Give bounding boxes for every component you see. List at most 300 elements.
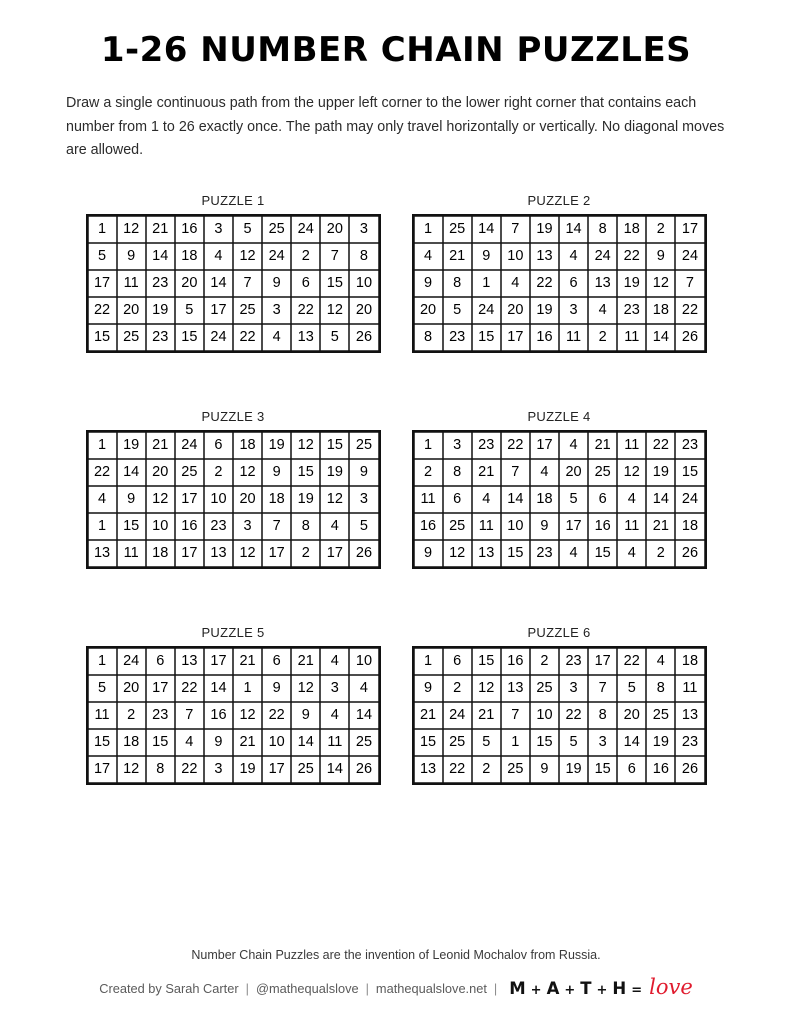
grid-cell[interactable]: 24 <box>443 702 472 729</box>
grid-cell[interactable]: 26 <box>349 540 378 567</box>
grid-cell[interactable]: 5 <box>175 297 204 324</box>
grid-cell[interactable]: 10 <box>204 486 233 513</box>
grid-cell[interactable]: 17 <box>175 540 204 567</box>
grid-cell[interactable]: 23 <box>204 513 233 540</box>
grid-cell[interactable]: 5 <box>88 675 117 702</box>
grid-cell[interactable]: 9 <box>414 270 443 297</box>
grid-cell[interactable]: 2 <box>646 540 675 567</box>
grid-cell[interactable]: 18 <box>675 513 704 540</box>
grid-cell[interactable]: 19 <box>559 756 588 783</box>
grid-cell[interactable]: 13 <box>588 270 617 297</box>
grid-cell[interactable]: 4 <box>320 702 349 729</box>
grid-cell[interactable]: 12 <box>233 243 262 270</box>
grid-cell[interactable]: 9 <box>414 675 443 702</box>
grid-cell[interactable]: 26 <box>349 756 378 783</box>
grid-cell[interactable]: 12 <box>646 270 675 297</box>
grid-cell[interactable]: 14 <box>646 486 675 513</box>
grid-cell[interactable]: 18 <box>175 243 204 270</box>
grid-cell[interactable]: 12 <box>117 756 146 783</box>
grid-cell[interactable]: 10 <box>349 270 378 297</box>
grid-cell[interactable]: 17 <box>88 270 117 297</box>
grid-cell[interactable]: 14 <box>204 270 233 297</box>
grid-cell[interactable]: 17 <box>146 675 175 702</box>
grid-cell[interactable]: 22 <box>233 324 262 351</box>
grid-cell[interactable]: 24 <box>675 486 704 513</box>
grid-cell[interactable]: 22 <box>175 675 204 702</box>
grid-cell[interactable]: 15 <box>146 729 175 756</box>
grid-cell[interactable]: 25 <box>530 675 559 702</box>
grid-cell[interactable]: 17 <box>530 432 559 459</box>
grid-cell[interactable]: 12 <box>233 459 262 486</box>
grid-cell[interactable]: 19 <box>530 297 559 324</box>
grid-cell[interactable]: 21 <box>472 702 501 729</box>
grid-cell[interactable]: 17 <box>262 540 291 567</box>
grid-cell[interactable]: 14 <box>559 216 588 243</box>
grid-cell[interactable]: 22 <box>617 243 646 270</box>
grid-cell[interactable]: 20 <box>146 459 175 486</box>
grid-cell[interactable]: 11 <box>559 324 588 351</box>
grid-cell[interactable]: 15 <box>530 729 559 756</box>
grid-cell[interactable]: 11 <box>675 675 704 702</box>
grid-cell[interactable]: 18 <box>117 729 146 756</box>
grid-cell[interactable]: 14 <box>146 243 175 270</box>
grid-cell[interactable]: 8 <box>588 216 617 243</box>
grid-cell[interactable]: 6 <box>204 432 233 459</box>
grid-cell[interactable]: 19 <box>646 729 675 756</box>
grid-cell[interactable]: 16 <box>501 648 530 675</box>
grid-cell[interactable]: 8 <box>443 270 472 297</box>
grid-cell[interactable]: 4 <box>617 540 646 567</box>
grid-cell[interactable]: 25 <box>117 324 146 351</box>
grid-cell[interactable]: 2 <box>588 324 617 351</box>
grid-cell[interactable]: 15 <box>88 324 117 351</box>
grid-cell[interactable]: 25 <box>175 459 204 486</box>
grid-cell[interactable]: 19 <box>117 432 146 459</box>
grid-cell[interactable]: 17 <box>204 648 233 675</box>
grid-cell[interactable]: 1 <box>501 729 530 756</box>
grid-cell[interactable]: 6 <box>262 648 291 675</box>
grid-cell[interactable]: 12 <box>291 432 320 459</box>
grid-cell[interactable]: 20 <box>320 216 349 243</box>
grid-cell[interactable]: 18 <box>146 540 175 567</box>
grid-cell[interactable]: 18 <box>233 432 262 459</box>
grid-cell[interactable]: 25 <box>443 513 472 540</box>
grid-cell[interactable]: 18 <box>262 486 291 513</box>
grid-cell[interactable]: 16 <box>588 513 617 540</box>
grid-cell[interactable]: 11 <box>117 540 146 567</box>
grid-cell[interactable]: 8 <box>414 324 443 351</box>
grid-cell[interactable]: 4 <box>559 243 588 270</box>
grid-cell[interactable]: 17 <box>559 513 588 540</box>
grid-cell[interactable]: 22 <box>443 756 472 783</box>
grid-cell[interactable]: 24 <box>675 243 704 270</box>
grid-cell[interactable]: 2 <box>530 648 559 675</box>
grid-cell[interactable]: 25 <box>443 216 472 243</box>
grid-cell[interactable]: 23 <box>146 702 175 729</box>
grid-cell[interactable]: 17 <box>675 216 704 243</box>
grid-cell[interactable]: 16 <box>175 513 204 540</box>
grid-cell[interactable]: 6 <box>146 648 175 675</box>
grid-cell[interactable]: 7 <box>501 459 530 486</box>
grid-cell[interactable]: 26 <box>675 756 704 783</box>
grid-cell[interactable]: 25 <box>646 702 675 729</box>
grid-cell[interactable]: 3 <box>262 297 291 324</box>
grid-cell[interactable]: 9 <box>117 486 146 513</box>
grid-cell[interactable]: 3 <box>204 756 233 783</box>
grid-cell[interactable]: 20 <box>617 702 646 729</box>
grid-cell[interactable]: 25 <box>588 459 617 486</box>
grid-cell[interactable]: 2 <box>117 702 146 729</box>
grid-cell[interactable]: 16 <box>530 324 559 351</box>
grid-cell[interactable]: 25 <box>501 756 530 783</box>
grid-cell[interactable]: 21 <box>472 459 501 486</box>
grid-cell[interactable]: 16 <box>414 513 443 540</box>
grid-cell[interactable]: 21 <box>646 513 675 540</box>
grid-cell[interactable]: 9 <box>291 702 320 729</box>
grid-cell[interactable]: 8 <box>146 756 175 783</box>
grid-cell[interactable]: 22 <box>617 648 646 675</box>
grid-cell[interactable]: 20 <box>233 486 262 513</box>
grid-cell[interactable]: 17 <box>588 648 617 675</box>
grid-cell[interactable]: 25 <box>291 756 320 783</box>
grid-cell[interactable]: 12 <box>320 486 349 513</box>
grid-cell[interactable]: 13 <box>88 540 117 567</box>
grid-cell[interactable]: 23 <box>472 432 501 459</box>
grid-cell[interactable]: 5 <box>320 324 349 351</box>
grid-cell[interactable]: 25 <box>233 297 262 324</box>
grid-cell[interactable]: 2 <box>443 675 472 702</box>
grid-cell[interactable]: 2 <box>646 216 675 243</box>
grid-cell[interactable]: 10 <box>349 648 378 675</box>
grid-cell[interactable]: 4 <box>204 243 233 270</box>
grid-cell[interactable]: 23 <box>675 729 704 756</box>
grid-cell[interactable]: 16 <box>646 756 675 783</box>
grid-cell[interactable]: 10 <box>501 243 530 270</box>
grid-cell[interactable]: 4 <box>559 540 588 567</box>
grid-cell[interactable]: 3 <box>559 675 588 702</box>
grid-cell[interactable]: 10 <box>262 729 291 756</box>
grid-cell[interactable]: 9 <box>349 459 378 486</box>
grid-cell[interactable]: 12 <box>472 675 501 702</box>
grid-cell[interactable]: 11 <box>88 702 117 729</box>
grid-cell[interactable]: 10 <box>501 513 530 540</box>
grid-cell[interactable]: 13 <box>530 243 559 270</box>
grid-cell[interactable]: 2 <box>291 243 320 270</box>
grid-cell[interactable]: 9 <box>117 243 146 270</box>
grid-cell[interactable]: 20 <box>414 297 443 324</box>
grid-cell[interactable]: 8 <box>646 675 675 702</box>
grid-cell[interactable]: 16 <box>204 702 233 729</box>
grid-cell[interactable]: 5 <box>233 216 262 243</box>
grid-cell[interactable]: 7 <box>262 513 291 540</box>
grid-cell[interactable]: 4 <box>646 648 675 675</box>
grid-cell[interactable]: 17 <box>262 756 291 783</box>
grid-cell[interactable]: 7 <box>233 270 262 297</box>
grid-cell[interactable]: 25 <box>349 729 378 756</box>
grid-cell[interactable]: 4 <box>262 324 291 351</box>
grid-cell[interactable]: 11 <box>617 432 646 459</box>
grid-cell[interactable]: 12 <box>233 540 262 567</box>
grid-cell[interactable]: 17 <box>204 297 233 324</box>
grid-cell[interactable]: 22 <box>88 297 117 324</box>
grid-cell[interactable]: 24 <box>291 216 320 243</box>
grid-cell[interactable]: 3 <box>559 297 588 324</box>
grid-cell[interactable]: 4 <box>88 486 117 513</box>
grid-cell[interactable]: 21 <box>146 216 175 243</box>
grid-cell[interactable]: 1 <box>233 675 262 702</box>
grid-cell[interactable]: 4 <box>320 648 349 675</box>
grid-cell[interactable]: 23 <box>617 297 646 324</box>
grid-cell[interactable]: 14 <box>291 729 320 756</box>
grid-cell[interactable]: 13 <box>472 540 501 567</box>
grid-cell[interactable]: 12 <box>617 459 646 486</box>
grid-cell[interactable]: 22 <box>530 270 559 297</box>
grid-cell[interactable]: 12 <box>117 216 146 243</box>
grid-cell[interactable]: 22 <box>501 432 530 459</box>
grid-cell[interactable]: 23 <box>443 324 472 351</box>
grid-cell[interactable]: 13 <box>291 324 320 351</box>
grid-cell[interactable]: 5 <box>472 729 501 756</box>
grid-cell[interactable]: 9 <box>530 756 559 783</box>
grid-cell[interactable]: 11 <box>617 513 646 540</box>
grid-cell[interactable]: 12 <box>233 702 262 729</box>
grid-cell[interactable]: 1 <box>414 432 443 459</box>
grid-cell[interactable]: 6 <box>559 270 588 297</box>
grid-cell[interactable]: 11 <box>117 270 146 297</box>
grid-cell[interactable]: 15 <box>472 648 501 675</box>
grid-cell[interactable]: 15 <box>472 324 501 351</box>
grid-cell[interactable]: 4 <box>414 243 443 270</box>
grid-cell[interactable]: 9 <box>262 270 291 297</box>
grid-cell[interactable]: 21 <box>443 243 472 270</box>
grid-cell[interactable]: 1 <box>88 648 117 675</box>
grid-cell[interactable]: 17 <box>88 756 117 783</box>
grid-cell[interactable]: 14 <box>204 675 233 702</box>
grid-cell[interactable]: 3 <box>349 486 378 513</box>
grid-cell[interactable]: 18 <box>617 216 646 243</box>
grid-cell[interactable]: 6 <box>443 648 472 675</box>
grid-cell[interactable]: 6 <box>617 756 646 783</box>
grid-cell[interactable]: 15 <box>320 432 349 459</box>
grid-cell[interactable]: 2 <box>291 540 320 567</box>
grid-cell[interactable]: 22 <box>675 297 704 324</box>
grid-cell[interactable]: 14 <box>501 486 530 513</box>
grid-cell[interactable]: 14 <box>617 729 646 756</box>
grid-cell[interactable]: 25 <box>349 432 378 459</box>
grid-cell[interactable]: 18 <box>675 648 704 675</box>
grid-cell[interactable]: 19 <box>262 432 291 459</box>
puzzle-5-grid[interactable] <box>86 646 381 785</box>
grid-cell[interactable]: 1 <box>472 270 501 297</box>
grid-cell[interactable]: 25 <box>262 216 291 243</box>
grid-cell[interactable]: 9 <box>472 243 501 270</box>
grid-cell[interactable]: 24 <box>204 324 233 351</box>
grid-cell[interactable]: 3 <box>320 675 349 702</box>
grid-cell[interactable]: 19 <box>320 459 349 486</box>
grid-cell[interactable]: 24 <box>175 432 204 459</box>
grid-cell[interactable]: 26 <box>349 324 378 351</box>
grid-cell[interactable]: 26 <box>675 540 704 567</box>
grid-cell[interactable]: 2 <box>414 459 443 486</box>
grid-cell[interactable]: 12 <box>146 486 175 513</box>
grid-cell[interactable]: 19 <box>146 297 175 324</box>
grid-cell[interactable]: 9 <box>530 513 559 540</box>
grid-cell[interactable]: 9 <box>646 243 675 270</box>
grid-cell[interactable]: 14 <box>646 324 675 351</box>
grid-cell[interactable]: 20 <box>117 675 146 702</box>
grid-cell[interactable]: 19 <box>291 486 320 513</box>
grid-cell[interactable]: 6 <box>443 486 472 513</box>
grid-cell[interactable]: 11 <box>617 324 646 351</box>
grid-cell[interactable]: 13 <box>414 756 443 783</box>
grid-cell[interactable]: 13 <box>501 675 530 702</box>
grid-cell[interactable]: 25 <box>443 729 472 756</box>
grid-cell[interactable]: 2 <box>472 756 501 783</box>
puzzle-3-grid[interactable] <box>86 430 381 569</box>
grid-cell[interactable]: 7 <box>501 216 530 243</box>
grid-cell[interactable]: 3 <box>349 216 378 243</box>
grid-cell[interactable]: 4 <box>320 513 349 540</box>
grid-cell[interactable]: 15 <box>320 270 349 297</box>
grid-cell[interactable]: 21 <box>233 729 262 756</box>
grid-cell[interactable]: 7 <box>175 702 204 729</box>
grid-cell[interactable]: 3 <box>443 432 472 459</box>
grid-cell[interactable]: 12 <box>443 540 472 567</box>
grid-cell[interactable]: 15 <box>414 729 443 756</box>
grid-cell[interactable]: 3 <box>233 513 262 540</box>
grid-cell[interactable]: 12 <box>291 675 320 702</box>
grid-cell[interactable]: 8 <box>291 513 320 540</box>
grid-cell[interactable]: 4 <box>530 459 559 486</box>
grid-cell[interactable]: 5 <box>617 675 646 702</box>
grid-cell[interactable]: 22 <box>88 459 117 486</box>
grid-cell[interactable]: 4 <box>559 432 588 459</box>
grid-cell[interactable]: 20 <box>117 297 146 324</box>
grid-cell[interactable]: 22 <box>646 432 675 459</box>
puzzle-1-grid[interactable] <box>86 214 381 353</box>
grid-cell[interactable]: 19 <box>530 216 559 243</box>
grid-cell[interactable]: 15 <box>175 324 204 351</box>
grid-cell[interactable]: 1 <box>414 216 443 243</box>
grid-cell[interactable]: 8 <box>443 459 472 486</box>
grid-cell[interactable]: 22 <box>559 702 588 729</box>
grid-cell[interactable]: 23 <box>530 540 559 567</box>
grid-cell[interactable]: 17 <box>175 486 204 513</box>
grid-cell[interactable]: 4 <box>617 486 646 513</box>
grid-cell[interactable]: 9 <box>414 540 443 567</box>
grid-cell[interactable]: 15 <box>501 540 530 567</box>
grid-cell[interactable]: 6 <box>588 486 617 513</box>
grid-cell[interactable]: 4 <box>472 486 501 513</box>
grid-cell[interactable]: 2 <box>204 459 233 486</box>
grid-cell[interactable]: 11 <box>472 513 501 540</box>
grid-cell[interactable]: 15 <box>291 459 320 486</box>
grid-cell[interactable]: 7 <box>588 675 617 702</box>
grid-cell[interactable]: 18 <box>530 486 559 513</box>
grid-cell[interactable]: 19 <box>617 270 646 297</box>
grid-cell[interactable]: 4 <box>349 675 378 702</box>
grid-cell[interactable]: 5 <box>559 486 588 513</box>
grid-cell[interactable]: 16 <box>175 216 204 243</box>
grid-cell[interactable]: 15 <box>588 756 617 783</box>
grid-cell[interactable]: 1 <box>414 648 443 675</box>
grid-cell[interactable]: 20 <box>349 297 378 324</box>
grid-cell[interactable]: 5 <box>443 297 472 324</box>
grid-cell[interactable]: 5 <box>559 729 588 756</box>
grid-cell[interactable]: 10 <box>146 513 175 540</box>
grid-cell[interactable]: 15 <box>88 729 117 756</box>
puzzle-4-grid[interactable] <box>412 430 707 569</box>
puzzle-6-grid[interactable] <box>412 646 707 785</box>
grid-cell[interactable]: 7 <box>501 702 530 729</box>
grid-cell[interactable]: 15 <box>588 540 617 567</box>
grid-cell[interactable]: 3 <box>204 216 233 243</box>
grid-cell[interactable]: 17 <box>501 324 530 351</box>
grid-cell[interactable]: 19 <box>646 459 675 486</box>
grid-cell[interactable]: 13 <box>175 648 204 675</box>
grid-cell[interactable]: 23 <box>146 270 175 297</box>
grid-cell[interactable]: 23 <box>146 324 175 351</box>
grid-cell[interactable]: 18 <box>646 297 675 324</box>
grid-cell[interactable]: 4 <box>501 270 530 297</box>
grid-cell[interactable]: 7 <box>675 270 704 297</box>
grid-cell[interactable]: 19 <box>233 756 262 783</box>
grid-cell[interactable]: 9 <box>204 729 233 756</box>
grid-cell[interactable]: 14 <box>117 459 146 486</box>
grid-cell[interactable]: 4 <box>175 729 204 756</box>
grid-cell[interactable]: 4 <box>588 297 617 324</box>
grid-cell[interactable]: 22 <box>291 297 320 324</box>
grid-cell[interactable]: 11 <box>320 729 349 756</box>
grid-cell[interactable]: 24 <box>472 297 501 324</box>
grid-cell[interactable]: 23 <box>675 432 704 459</box>
grid-cell[interactable]: 15 <box>675 459 704 486</box>
grid-cell[interactable]: 20 <box>501 297 530 324</box>
grid-cell[interactable]: 7 <box>320 243 349 270</box>
grid-cell[interactable]: 14 <box>349 702 378 729</box>
grid-cell[interactable]: 20 <box>175 270 204 297</box>
grid-cell[interactable]: 1 <box>88 513 117 540</box>
grid-cell[interactable]: 21 <box>233 648 262 675</box>
grid-cell[interactable]: 1 <box>88 216 117 243</box>
grid-cell[interactable]: 3 <box>588 729 617 756</box>
grid-cell[interactable]: 9 <box>262 459 291 486</box>
grid-cell[interactable]: 8 <box>349 243 378 270</box>
grid-cell[interactable]: 8 <box>588 702 617 729</box>
puzzle-2-grid[interactable] <box>412 214 707 353</box>
grid-cell[interactable]: 1 <box>88 432 117 459</box>
grid-cell[interactable]: 22 <box>175 756 204 783</box>
grid-cell[interactable]: 20 <box>559 459 588 486</box>
grid-cell[interactable]: 10 <box>530 702 559 729</box>
grid-cell[interactable]: 21 <box>414 702 443 729</box>
grid-cell[interactable]: 12 <box>320 297 349 324</box>
grid-cell[interactable]: 24 <box>588 243 617 270</box>
grid-cell[interactable]: 22 <box>262 702 291 729</box>
grid-cell[interactable]: 5 <box>349 513 378 540</box>
grid-cell[interactable]: 14 <box>320 756 349 783</box>
grid-cell[interactable]: 9 <box>262 675 291 702</box>
grid-cell[interactable]: 24 <box>262 243 291 270</box>
grid-cell[interactable]: 21 <box>146 432 175 459</box>
grid-cell[interactable]: 21 <box>291 648 320 675</box>
grid-cell[interactable]: 13 <box>204 540 233 567</box>
grid-cell[interactable]: 14 <box>472 216 501 243</box>
grid-cell[interactable]: 17 <box>320 540 349 567</box>
grid-cell[interactable]: 11 <box>414 486 443 513</box>
grid-cell[interactable]: 5 <box>88 243 117 270</box>
grid-cell[interactable]: 6 <box>291 270 320 297</box>
